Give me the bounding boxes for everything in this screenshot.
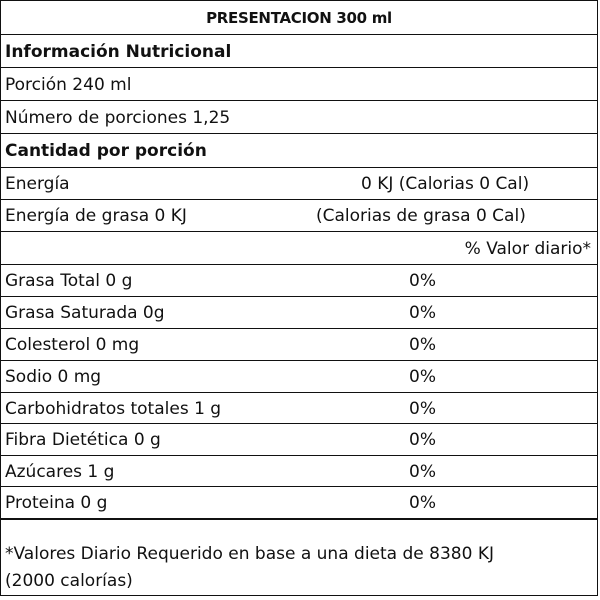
servings-count: Número de porciones 1,25 <box>5 108 231 128</box>
footnote <box>5 541 494 595</box>
nutrient-daily-value: 0% <box>409 462 436 482</box>
nutrition-header: Información Nutricional <box>5 42 232 62</box>
nutrient-label: Proteina 0 g <box>5 493 108 513</box>
nutrient-row <box>1 424 597 456</box>
nutrient-label: Fibra Dietética 0 g <box>5 430 161 450</box>
amount-header-row <box>1 134 597 168</box>
nutrient-daily-value: 0% <box>409 271 436 291</box>
energy-label: Energía <box>5 174 70 194</box>
fat-energy-label: Energía de grasa 0 KJ <box>5 206 187 226</box>
nutrient-label: Sodio 0 mg <box>5 367 102 387</box>
nutrient-row <box>1 329 597 361</box>
nutrient-daily-value: 0% <box>409 399 436 419</box>
amount-header: Cantidad por porción <box>5 141 207 161</box>
energy-row <box>1 168 597 200</box>
daily-value-header-row <box>1 232 597 265</box>
daily-value-header: % Valor diario* <box>464 239 591 259</box>
fat-energy-row <box>1 200 597 232</box>
header-row <box>1 35 597 68</box>
nutrient-daily-value: 0% <box>409 493 436 513</box>
nutrient-row <box>1 297 597 329</box>
servings-row <box>1 101 597 134</box>
nutrient-label: Grasa Saturada 0g <box>5 303 165 323</box>
presentation-title: PRESENTACION 300 ml <box>206 9 392 27</box>
nutrient-label: Carbohidratos totales 1 g <box>5 399 222 419</box>
serving-size-row <box>1 68 597 101</box>
fat-energy-value: (Calorias de grasa 0 Cal) <box>316 206 526 226</box>
title-row <box>1 1 597 35</box>
nutrient-daily-value: 0% <box>409 303 436 323</box>
nutrient-daily-value: 0% <box>409 367 436 387</box>
energy-value: 0 KJ (Calorias 0 Cal) <box>361 174 530 194</box>
nutrient-label: Colesterol 0 mg <box>5 335 140 355</box>
serving-size: Porción 240 ml <box>5 75 132 95</box>
nutrient-row <box>1 487 597 520</box>
nutrient-row <box>1 393 597 424</box>
nutrient-row <box>1 265 597 297</box>
footnote-line-1: *Valores Diario Requerido en base a una dieta de 8380 KJ <box>5 544 494 564</box>
nutrient-row <box>1 361 597 393</box>
footnote-line-2: (2000 calorías) <box>5 571 133 591</box>
nutrient-daily-value: 0% <box>409 335 436 355</box>
nutrient-daily-value: 0% <box>409 430 436 450</box>
nutrient-row <box>1 456 597 487</box>
nutrient-label: Azúcares 1 g <box>5 462 115 482</box>
nutrient-label: Grasa Total 0 g <box>5 271 133 291</box>
